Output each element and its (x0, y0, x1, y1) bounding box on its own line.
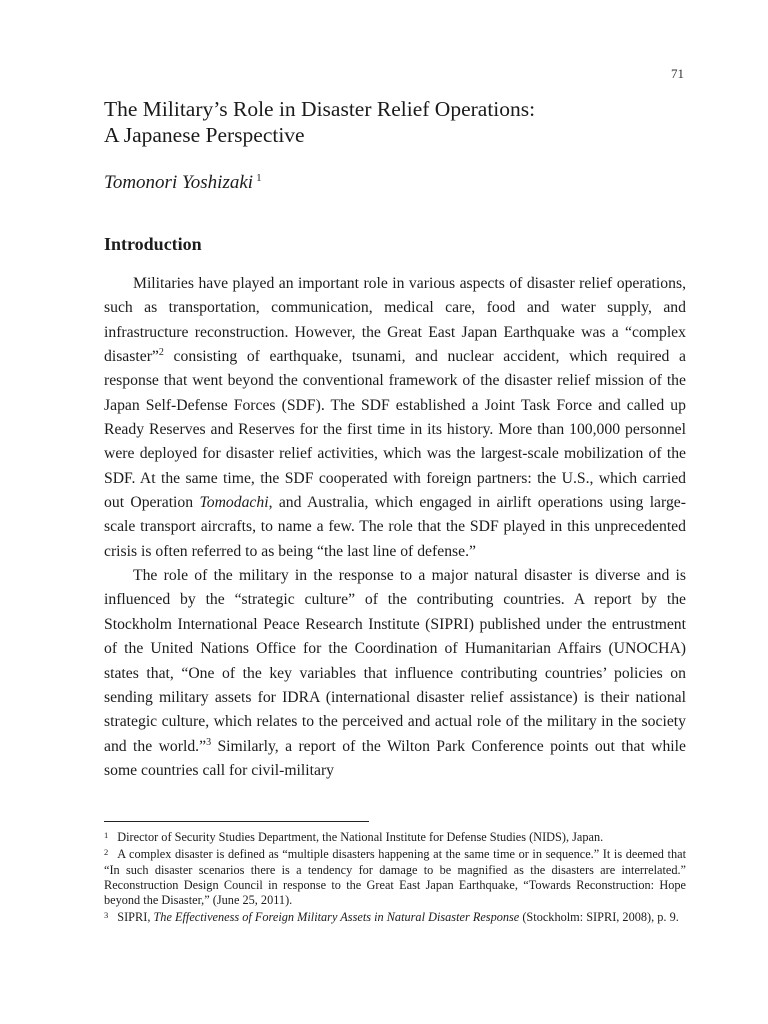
paragraph-1-text-c: , and Australia, which engaged in airlift operations using large-scale transport aircrafts, to name a few. The role that the SDF played in this unprecedented crisis is often referred to as being “the last line of defense.” (104, 494, 686, 560)
body-text (104, 272, 686, 783)
footnote-3 (104, 908, 686, 925)
paragraph-1 (104, 272, 686, 564)
author-name: Tomonori Yoshizaki (104, 172, 254, 193)
paragraph-1-text-a: Militaries have played an important role in various aspects of disaster relief operations, such as transportation, communication, medical care, food and water supply, and infrastructure reconstruction. However, the Great East Japan Earthquake was a “complex disaster” (104, 275, 686, 366)
footnote-1 (104, 828, 686, 845)
footnotes (104, 828, 686, 926)
footnote-divider (104, 821, 369, 822)
cited-report-title: The Effectiveness of Foreign Military Assets in Natural Disaster Response (153, 910, 520, 925)
footnote-number: 1 (104, 830, 109, 840)
operation-name: Tomodachi (199, 494, 269, 512)
article-title (104, 96, 684, 148)
footnote-number: 2 (104, 847, 109, 858)
footnote-text-b: (Stockholm: SIPRI, 2008), p. 9. (519, 910, 679, 925)
footnote-text: A complex disaster is defined as “multiple disasters happening at the same time or in sequence.” It is deemed that “In such disaster scenarios there is a tendency for damage to be magnified as the disasters are interrelated.” Reconstruction Design Council in response to the Great East Japan Earthquake, “Towards Reconstruction: Hope beyond the Disaster,” (June 25, 2011). (104, 847, 686, 908)
footnote-number: 3 (104, 910, 109, 921)
footnote-ref-2[interactable]: 2 (158, 347, 164, 359)
paragraph-2 (104, 564, 686, 783)
footnote-2 (104, 845, 686, 908)
author-footnote-ref[interactable]: 1 (256, 172, 262, 184)
title-line-2: A Japanese Perspective (104, 123, 305, 147)
paragraph-2-text-b: Similarly, a report of the Wilton Park Conference points out that while some countries call for civil-military (104, 737, 686, 779)
section-heading: Introduction (104, 234, 202, 254)
title-line-1: The Military’s Role in Disaster Relief Operations: (104, 97, 536, 121)
page-number: 71 (671, 66, 684, 81)
author (104, 172, 262, 194)
footnote-ref-3[interactable]: 3 (206, 736, 212, 748)
paragraph-2-text-a: The role of the military in the response to a major natural disaster is diverse and is influenced by the “strategic culture” of the contributing countries. A report by the Stockholm International Peace Research Institute (SIPRI) published under the entrustment of the United Nations Office for the Coordination of Humanitarian Affairs (UNOCHA) states that, “One of the key variables that influence contributing countries’ policies on sending military assets for IDRA (international disaster relief assistance) is their national strategic culture, which relates to the perceived and actual role of the military in the society and the world.” (104, 567, 686, 755)
footnote-text-a: SIPRI, (117, 910, 154, 925)
footnote-text: Director of Security Studies Department, the National Institute for Defense Studies (NIDS), Japan. (117, 830, 604, 844)
paragraph-1-text-b: consisting of earthquake, tsunami, and nuclear accident, which required a response that went beyond the conventional framework of the disaster relief mission of the Japan Self-Defense Forces (SDF). The SDF established a Joint Task Force and called up Ready Reserves and Reserves for the first time in its history. More than 100,000 personnel were deployed for disaster relief activities, which was the largest-scale mobilization of the SDF. At the same time, the SDF cooperated with foreign partners: the U.S., which carried out Operation (104, 348, 686, 512)
